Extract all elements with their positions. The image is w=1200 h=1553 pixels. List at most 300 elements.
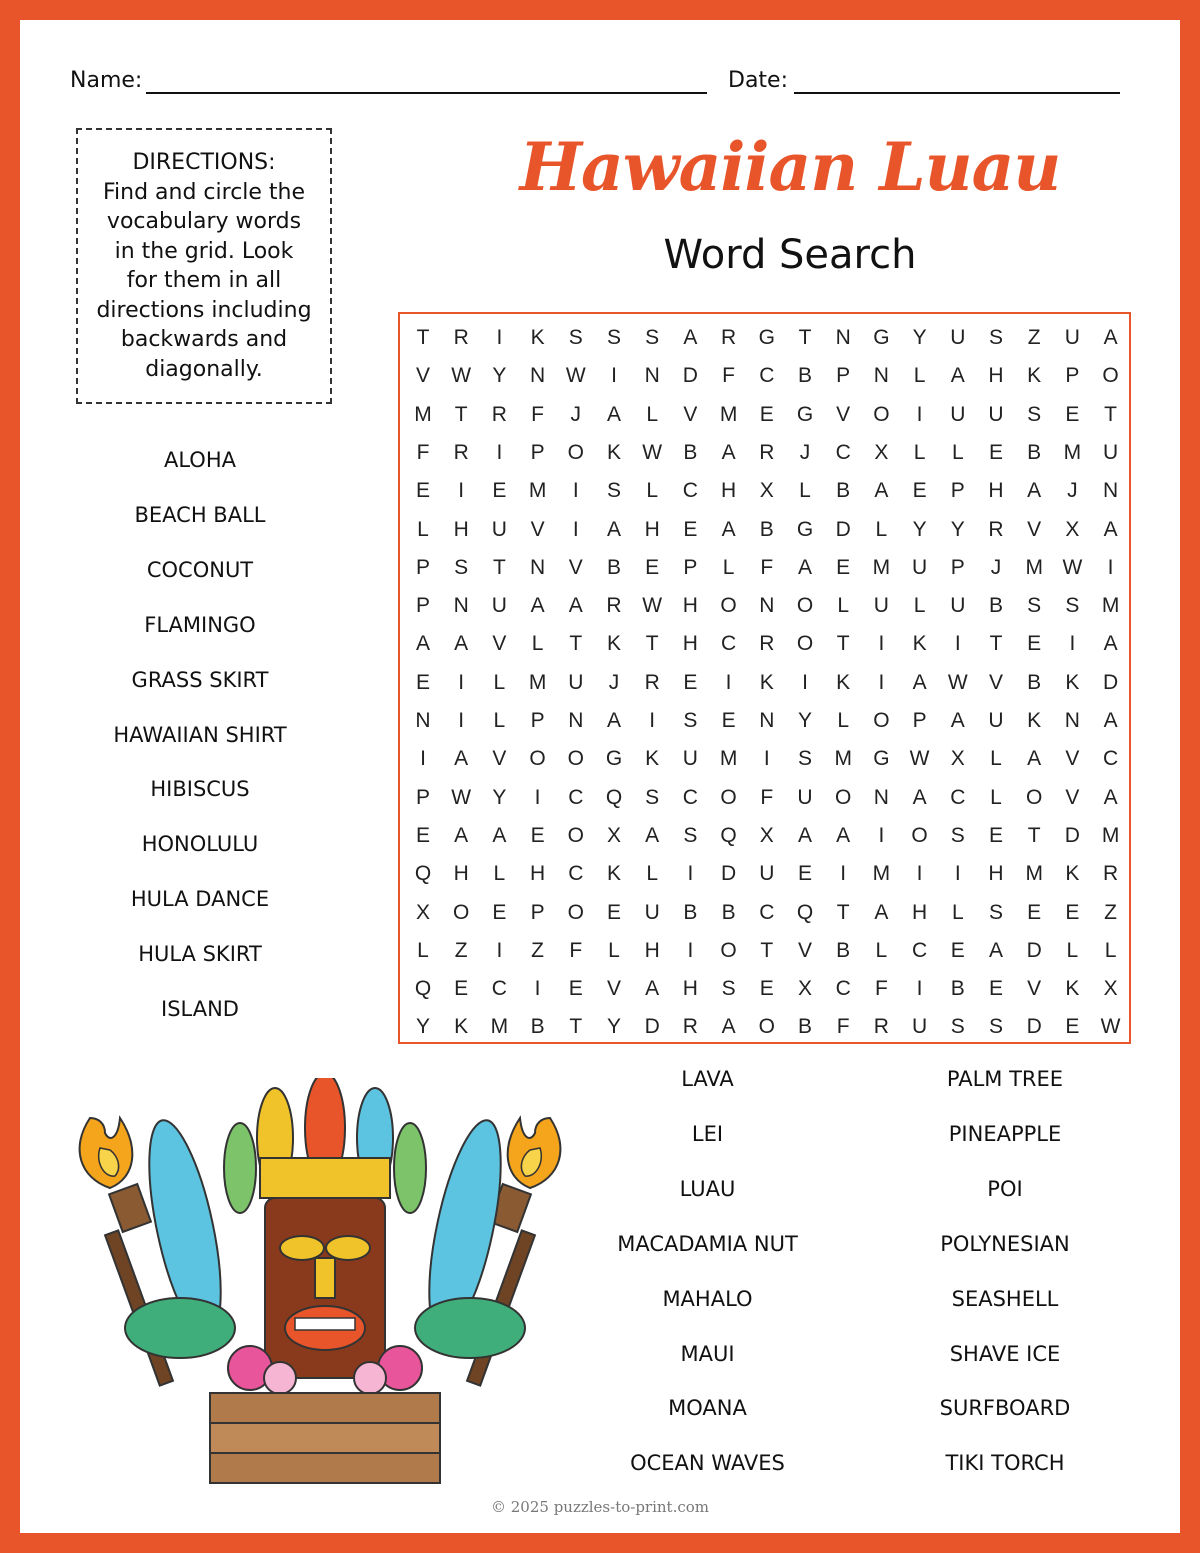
grid-letter[interactable]: L <box>837 594 850 618</box>
grid-letter[interactable]: F <box>722 364 735 388</box>
grid-letter[interactable]: Y <box>797 709 812 732</box>
grid-letter[interactable]: O <box>1102 364 1119 388</box>
grid-letter[interactable]: R <box>644 670 660 694</box>
grid-letter[interactable]: X <box>1103 977 1118 1001</box>
grid-letter[interactable]: E <box>415 670 430 694</box>
grid-letter[interactable]: U <box>491 594 507 618</box>
grid-letter[interactable]: A <box>1103 517 1118 541</box>
grid-letter[interactable]: H <box>682 977 698 1001</box>
grid-letter[interactable]: E <box>950 938 965 962</box>
grid-letter[interactable]: S <box>568 326 583 349</box>
grid-letter[interactable]: L <box>875 938 888 962</box>
grid-letter[interactable]: L <box>608 938 620 962</box>
grid-letter[interactable]: V <box>415 364 430 388</box>
grid-letter[interactable]: V <box>530 517 545 541</box>
grid-letter[interactable]: T <box>416 326 430 349</box>
grid-letter[interactable]: Y <box>415 1015 430 1039</box>
grid-letter[interactable]: R <box>453 440 469 464</box>
grid-letter[interactable]: W <box>642 440 663 464</box>
grid-letter[interactable]: A <box>1027 479 1042 503</box>
grid-letter[interactable]: A <box>415 632 430 656</box>
grid-letter[interactable]: A <box>1027 747 1042 771</box>
grid-letter[interactable]: W <box>642 594 663 618</box>
grid-letter[interactable]: Y <box>912 517 927 541</box>
grid-letter[interactable]: S <box>683 823 698 847</box>
grid-letter[interactable]: H <box>644 517 660 541</box>
grid-letter[interactable]: O <box>567 440 584 464</box>
grid-letter[interactable]: C <box>721 632 737 656</box>
grid-letter[interactable]: O <box>529 747 546 771</box>
grid-letter[interactable]: A <box>454 823 469 847</box>
grid-letter[interactable]: L <box>646 402 659 426</box>
grid-letter[interactable]: E <box>721 709 736 732</box>
grid-letter[interactable]: A <box>950 364 965 388</box>
grid-letter[interactable]: D <box>721 862 737 886</box>
grid-letter[interactable]: E <box>454 977 469 1001</box>
grid-letter[interactable]: K <box>1027 364 1042 388</box>
grid-letter[interactable]: O <box>911 823 928 847</box>
letter-grid[interactable] <box>398 312 1131 1044</box>
grid-letter[interactable]: H <box>530 862 546 886</box>
grid-letter[interactable]: N <box>873 364 889 388</box>
grid-letter[interactable]: Q <box>720 823 737 847</box>
grid-letter[interactable]: V <box>568 555 583 579</box>
grid-letter[interactable]: L <box>1066 938 1079 962</box>
grid-letter[interactable]: B <box>683 440 698 464</box>
grid-letter[interactable]: I <box>458 670 465 694</box>
grid-letter[interactable]: H <box>644 938 660 962</box>
grid-letter[interactable]: X <box>759 823 774 847</box>
grid-letter[interactable]: F <box>531 402 544 426</box>
grid-letter[interactable]: X <box>415 900 430 924</box>
grid-letter[interactable]: N <box>530 364 546 388</box>
grid-letter[interactable]: L <box>951 900 964 924</box>
grid-letter[interactable]: S <box>988 1015 1003 1039</box>
grid-letter[interactable]: G <box>605 747 623 771</box>
grid-letter[interactable]: B <box>836 938 851 962</box>
grid-letter[interactable]: N <box>415 709 431 732</box>
grid-letter[interactable]: I <box>687 938 694 962</box>
grid-letter[interactable]: A <box>721 517 736 541</box>
grid-letter[interactable]: I <box>878 670 885 694</box>
grid-letter[interactable]: H <box>988 479 1004 503</box>
grid-letter[interactable]: B <box>797 1015 812 1039</box>
grid-letter[interactable]: P <box>415 785 430 809</box>
grid-letter[interactable]: K <box>606 632 621 656</box>
grid-letter[interactable]: L <box>913 594 926 618</box>
grid-letter[interactable]: U <box>873 594 889 618</box>
grid-letter[interactable]: K <box>530 326 545 349</box>
grid-letter[interactable]: I <box>572 517 579 541</box>
grid-letter[interactable]: G <box>796 517 814 541</box>
grid-letter[interactable]: C <box>682 785 698 809</box>
grid-letter[interactable]: K <box>1065 862 1080 886</box>
grid-letter[interactable]: E <box>759 977 774 1001</box>
grid-letter[interactable]: S <box>988 326 1003 349</box>
grid-letter[interactable]: M <box>1063 440 1082 464</box>
grid-letter[interactable]: X <box>950 747 965 771</box>
grid-letter[interactable]: M <box>1101 594 1120 618</box>
grid-letter[interactable]: X <box>759 479 774 503</box>
grid-letter[interactable]: I <box>916 862 923 886</box>
grid-letter[interactable]: R <box>759 440 775 464</box>
grid-letter[interactable]: K <box>606 440 621 464</box>
grid-letter[interactable]: C <box>491 977 507 1001</box>
grid-letter[interactable]: A <box>836 823 851 847</box>
grid-letter[interactable]: I <box>649 709 656 732</box>
grid-letter[interactable]: M <box>872 862 891 886</box>
grid-letter[interactable]: P <box>415 594 430 618</box>
grid-letter[interactable]: U <box>950 326 966 349</box>
grid-letter[interactable]: P <box>912 709 927 732</box>
grid-letter[interactable]: H <box>988 862 1004 886</box>
grid-letter[interactable]: S <box>683 709 698 732</box>
grid-letter[interactable]: A <box>606 709 621 732</box>
grid-letter[interactable]: L <box>417 517 429 541</box>
grid-letter[interactable]: L <box>417 938 429 962</box>
grid-letter[interactable]: C <box>568 785 584 809</box>
grid-letter[interactable]: O <box>453 900 470 924</box>
grid-letter[interactable]: K <box>836 670 851 694</box>
grid-letter[interactable]: T <box>836 632 850 656</box>
grid-letter[interactable]: I <box>611 364 617 388</box>
grid-letter[interactable]: C <box>912 938 928 962</box>
grid-letter[interactable]: A <box>568 594 583 618</box>
grid-letter[interactable]: H <box>682 632 698 656</box>
grid-letter[interactable]: I <box>802 670 808 694</box>
grid-letter[interactable]: R <box>721 326 737 349</box>
grid-letter[interactable]: E <box>912 479 927 503</box>
grid-letter[interactable]: E <box>415 479 430 503</box>
grid-letter[interactable]: E <box>683 517 698 541</box>
grid-letter[interactable]: X <box>1065 517 1080 541</box>
grid-letter[interactable]: I <box>572 479 579 503</box>
grid-letter[interactable]: G <box>796 402 814 426</box>
grid-letter[interactable]: Y <box>912 326 927 349</box>
grid-letter[interactable]: A <box>950 709 965 732</box>
grid-letter[interactable]: V <box>606 977 621 1001</box>
grid-letter[interactable]: C <box>682 479 698 503</box>
grid-letter[interactable]: Q <box>796 900 814 924</box>
grid-letter[interactable]: E <box>492 479 507 503</box>
grid-letter[interactable]: K <box>645 747 660 771</box>
grid-letter[interactable]: W <box>1100 1015 1121 1039</box>
grid-letter[interactable]: D <box>1026 1015 1042 1039</box>
grid-letter[interactable]: I <box>878 632 885 656</box>
grid-letter[interactable]: F <box>760 555 774 579</box>
grid-letter[interactable]: K <box>606 862 621 886</box>
grid-letter[interactable]: E <box>1027 900 1042 924</box>
grid-letter[interactable]: N <box>1064 709 1080 732</box>
grid-letter[interactable]: S <box>1065 594 1080 618</box>
grid-letter[interactable]: H <box>721 479 737 503</box>
grid-letter[interactable]: J <box>608 670 620 694</box>
grid-letter[interactable]: O <box>835 785 852 809</box>
grid-letter[interactable]: R <box>759 632 775 656</box>
grid-letter[interactable]: T <box>798 326 812 349</box>
grid-letter[interactable]: V <box>1027 977 1042 1001</box>
grid-letter[interactable]: P <box>1065 364 1080 388</box>
grid-letter[interactable]: V <box>492 747 507 771</box>
grid-letter[interactable]: D <box>1064 823 1080 847</box>
grid-letter[interactable]: Z <box>531 938 544 962</box>
grid-letter[interactable]: F <box>416 440 430 464</box>
grid-letter[interactable]: B <box>721 900 736 924</box>
grid-letter[interactable]: M <box>1025 862 1043 886</box>
grid-letter[interactable]: N <box>530 555 546 579</box>
grid-letter[interactable]: W <box>909 747 930 771</box>
grid-letter[interactable]: O <box>796 594 814 618</box>
grid-letter[interactable]: A <box>1103 709 1118 732</box>
grid-letter[interactable]: I <box>496 440 503 464</box>
grid-letter[interactable]: A <box>454 747 469 771</box>
grid-letter[interactable]: P <box>950 479 965 503</box>
grid-letter[interactable]: L <box>646 862 659 886</box>
grid-letter[interactable]: A <box>912 670 927 694</box>
grid-letter[interactable]: E <box>797 862 812 886</box>
grid-letter[interactable]: I <box>458 479 465 503</box>
grid-letter[interactable]: E <box>1027 632 1042 656</box>
grid-letter[interactable]: L <box>493 862 506 886</box>
grid-letter[interactable]: U <box>912 1015 928 1039</box>
grid-letter[interactable]: V <box>1027 517 1042 541</box>
grid-letter[interactable]: E <box>492 900 507 924</box>
grid-letter[interactable]: K <box>759 670 774 694</box>
grid-letter[interactable]: L <box>646 479 659 503</box>
grid-letter[interactable]: L <box>1104 938 1117 962</box>
grid-letter[interactable]: E <box>836 555 851 579</box>
grid-letter[interactable]: L <box>913 364 926 388</box>
grid-letter[interactable]: S <box>645 785 660 809</box>
grid-letter[interactable]: K <box>1027 709 1042 732</box>
grid-letter[interactable]: M <box>528 670 547 694</box>
grid-letter[interactable]: G <box>758 326 775 349</box>
grid-letter[interactable]: M <box>719 747 738 771</box>
grid-letter[interactable]: P <box>836 364 851 388</box>
grid-letter[interactable]: A <box>874 479 889 503</box>
grid-letter[interactable]: Y <box>492 364 507 388</box>
grid-letter[interactable]: Z <box>1027 326 1041 349</box>
grid-letter[interactable]: C <box>835 977 851 1001</box>
grid-letter[interactable]: S <box>797 747 812 771</box>
grid-letter[interactable]: Y <box>492 785 507 809</box>
grid-letter[interactable]: I <box>687 862 694 886</box>
grid-letter[interactable]: N <box>644 364 660 388</box>
grid-letter[interactable]: B <box>950 977 965 1001</box>
grid-letter[interactable]: X <box>874 440 889 464</box>
grid-letter[interactable]: O <box>796 632 814 656</box>
grid-letter[interactable]: U <box>644 900 660 924</box>
grid-letter[interactable]: L <box>951 440 964 464</box>
grid-letter[interactable]: H <box>682 594 698 618</box>
grid-letter[interactable]: R <box>453 326 469 349</box>
grid-letter[interactable]: O <box>720 785 737 809</box>
grid-letter[interactable]: T <box>492 555 506 579</box>
grid-letter[interactable]: N <box>759 709 775 732</box>
grid-letter[interactable]: V <box>1065 785 1080 809</box>
grid-letter[interactable]: E <box>759 402 774 426</box>
grid-letter[interactable]: I <box>954 632 961 656</box>
grid-letter[interactable]: P <box>683 555 698 579</box>
grid-letter[interactable]: S <box>606 326 621 349</box>
grid-letter[interactable]: G <box>873 326 890 349</box>
grid-letter[interactable]: W <box>565 364 586 388</box>
grid-letter[interactable]: A <box>683 326 698 349</box>
grid-letter[interactable]: N <box>835 326 851 349</box>
grid-letter[interactable]: K <box>1065 977 1080 1001</box>
grid-letter[interactable]: C <box>568 862 584 886</box>
grid-letter[interactable]: S <box>950 823 965 847</box>
grid-letter[interactable]: L <box>913 440 926 464</box>
grid-letter[interactable]: W <box>451 364 472 388</box>
grid-letter[interactable]: U <box>950 402 966 426</box>
grid-letter[interactable]: A <box>721 1015 736 1039</box>
grid-letter[interactable]: O <box>758 1015 775 1039</box>
grid-letter[interactable]: B <box>1027 440 1042 464</box>
grid-letter[interactable]: U <box>491 517 507 541</box>
grid-letter[interactable]: R <box>491 402 507 426</box>
grid-letter[interactable]: E <box>530 823 545 847</box>
grid-letter[interactable]: T <box>454 402 468 426</box>
grid-letter[interactable]: U <box>988 709 1004 732</box>
grid-letter[interactable]: I <box>420 747 426 771</box>
grid-letter[interactable]: N <box>759 594 775 618</box>
grid-letter[interactable]: I <box>763 747 770 771</box>
grid-letter[interactable]: V <box>683 402 698 426</box>
grid-letter[interactable]: B <box>836 479 851 503</box>
grid-letter[interactable]: V <box>797 938 812 962</box>
grid-letter[interactable]: O <box>567 900 584 924</box>
grid-letter[interactable]: S <box>606 479 621 503</box>
grid-letter[interactable]: J <box>570 402 582 426</box>
grid-letter[interactable]: A <box>797 555 812 579</box>
grid-letter[interactable]: K <box>454 1015 469 1039</box>
grid-letter[interactable]: R <box>682 1015 698 1039</box>
grid-letter[interactable]: U <box>797 785 813 809</box>
grid-letter[interactable]: E <box>606 900 621 924</box>
grid-letter[interactable]: R <box>873 1015 889 1039</box>
grid-letter[interactable]: X <box>606 823 621 847</box>
grid-letter[interactable]: O <box>873 709 890 732</box>
grid-letter[interactable]: I <box>1069 632 1076 656</box>
grid-letter[interactable]: C <box>950 785 966 809</box>
grid-letter[interactable]: V <box>988 670 1003 694</box>
grid-letter[interactable]: R <box>1103 862 1119 886</box>
grid-letter[interactable]: E <box>1065 402 1080 426</box>
grid-letter[interactable]: H <box>453 517 469 541</box>
grid-letter[interactable]: T <box>569 632 583 656</box>
grid-letter[interactable]: A <box>1103 326 1118 349</box>
grid-letter[interactable]: H <box>453 862 469 886</box>
grid-letter[interactable]: A <box>645 977 660 1001</box>
grid-letter[interactable]: K <box>1065 670 1080 694</box>
grid-letter[interactable]: P <box>530 709 545 732</box>
grid-letter[interactable]: E <box>988 440 1003 464</box>
grid-letter[interactable]: I <box>496 938 503 962</box>
grid-letter[interactable]: Y <box>950 517 965 541</box>
grid-letter[interactable]: O <box>567 823 584 847</box>
grid-letter[interactable]: U <box>988 402 1004 426</box>
grid-letter[interactable]: T <box>1104 402 1117 426</box>
grid-letter[interactable]: O <box>567 747 584 771</box>
grid-letter[interactable]: O <box>873 402 890 426</box>
grid-letter[interactable]: L <box>837 709 850 732</box>
grid-letter[interactable]: M <box>490 1015 509 1039</box>
grid-letter[interactable]: K <box>912 632 927 656</box>
grid-letter[interactable]: M <box>834 747 852 771</box>
grid-letter[interactable]: H <box>988 364 1004 388</box>
grid-letter[interactable]: I <box>840 862 847 886</box>
grid-letter[interactable]: L <box>531 632 544 656</box>
grid-letter[interactable]: L <box>799 479 811 503</box>
grid-letter[interactable]: A <box>454 632 469 656</box>
grid-letter[interactable]: C <box>1103 747 1119 771</box>
grid-letter[interactable]: Q <box>414 977 432 1001</box>
grid-letter[interactable]: A <box>606 517 621 541</box>
grid-letter[interactable]: A <box>1103 632 1118 656</box>
grid-letter[interactable]: I <box>534 977 541 1001</box>
grid-letter[interactable]: S <box>721 977 736 1001</box>
grid-letter[interactable]: T <box>569 1015 583 1039</box>
grid-letter[interactable]: D <box>1026 938 1042 962</box>
grid-letter[interactable]: I <box>916 402 923 426</box>
grid-letter[interactable]: A <box>797 823 812 847</box>
grid-letter[interactable]: S <box>645 326 660 349</box>
grid-letter[interactable]: E <box>988 977 1003 1001</box>
grid-letter[interactable]: M <box>528 479 547 503</box>
grid-letter[interactable]: V <box>836 402 851 426</box>
grid-letter[interactable]: A <box>606 402 621 426</box>
grid-letter[interactable]: D <box>644 1015 660 1039</box>
grid-letter[interactable]: E <box>645 555 660 579</box>
grid-letter[interactable]: B <box>759 517 774 541</box>
grid-letter[interactable]: N <box>873 785 889 809</box>
grid-letter[interactable]: S <box>988 900 1003 924</box>
grid-letter[interactable]: I <box>954 862 961 886</box>
grid-letter[interactable]: A <box>530 594 545 618</box>
grid-letter[interactable]: E <box>1065 1015 1080 1039</box>
grid-letter[interactable]: W <box>1062 555 1083 579</box>
grid-letter[interactable]: B <box>683 900 698 924</box>
grid-letter[interactable]: P <box>530 900 545 924</box>
grid-letter[interactable]: T <box>836 900 850 924</box>
grid-letter[interactable]: A <box>492 823 507 847</box>
grid-letter[interactable]: P <box>530 440 545 464</box>
grid-letter[interactable]: R <box>988 517 1004 541</box>
grid-letter[interactable]: P <box>415 555 430 579</box>
grid-letter[interactable]: U <box>912 555 928 579</box>
grid-letter[interactable]: M <box>414 402 432 426</box>
grid-letter[interactable]: U <box>1064 326 1080 349</box>
grid-letter[interactable]: C <box>835 440 851 464</box>
grid-letter[interactable]: N <box>1103 479 1119 503</box>
grid-letter[interactable]: A <box>645 823 660 847</box>
grid-letter[interactable]: F <box>874 977 888 1001</box>
grid-letter[interactable]: L <box>722 555 735 579</box>
grid-letter[interactable]: Z <box>454 938 468 962</box>
grid-letter[interactable]: P <box>950 555 965 579</box>
grid-letter[interactable]: Q <box>605 785 623 809</box>
grid-letter[interactable]: B <box>988 594 1003 618</box>
grid-letter[interactable]: J <box>1067 479 1078 503</box>
grid-letter[interactable]: W <box>451 785 472 809</box>
grid-letter[interactable]: L <box>493 709 506 732</box>
grid-letter[interactable]: J <box>799 440 811 464</box>
grid-letter[interactable]: W <box>947 670 968 694</box>
grid-letter[interactable]: L <box>875 517 888 541</box>
grid-letter[interactable]: I <box>1107 555 1114 579</box>
grid-letter[interactable]: O <box>720 594 737 618</box>
